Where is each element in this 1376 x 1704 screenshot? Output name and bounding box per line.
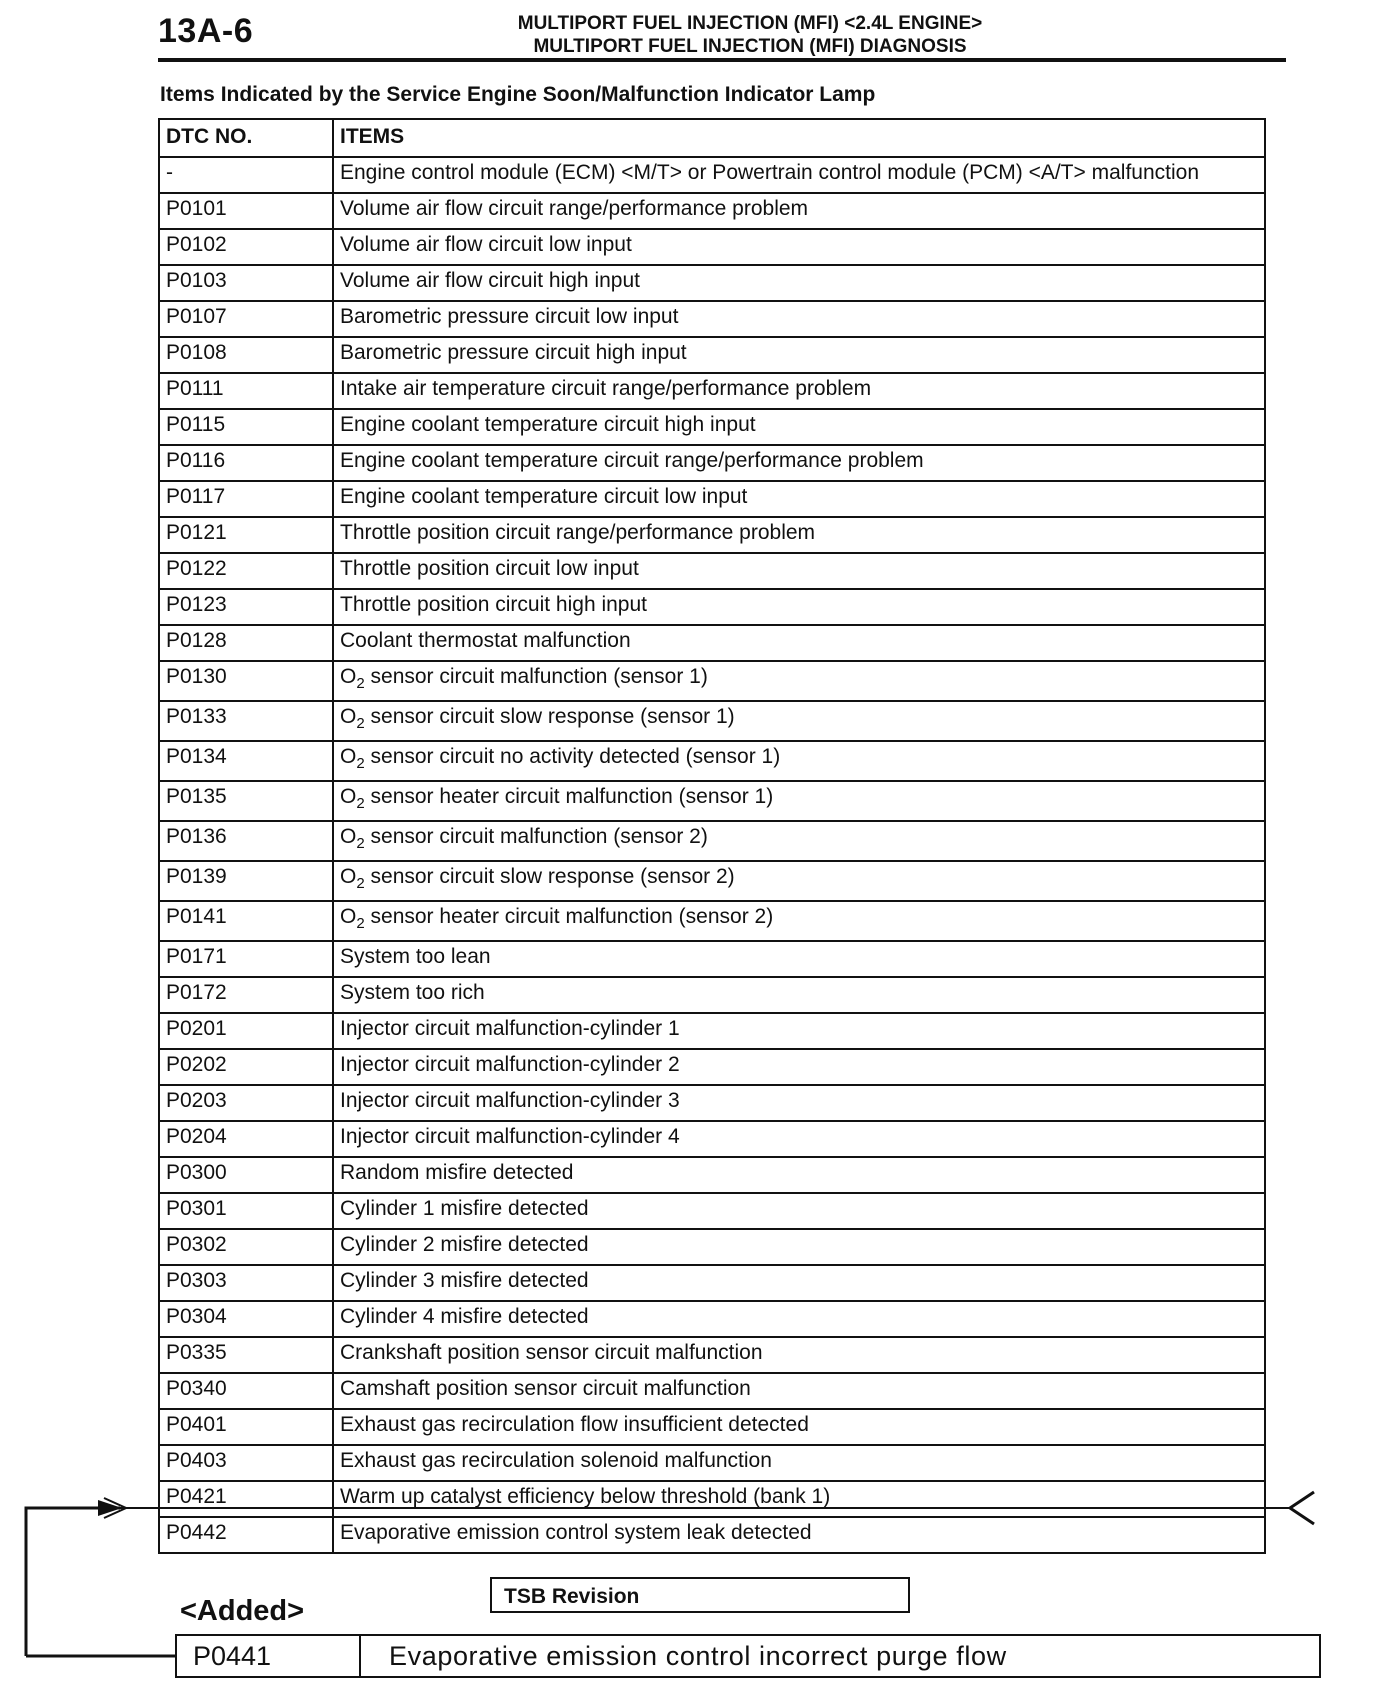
dtc-code: P0107 xyxy=(159,301,333,337)
page-number: 13A-6 xyxy=(158,12,254,50)
dtc-item: Cylinder 1 misfire detected xyxy=(333,1193,1265,1229)
dtc-item: System too lean xyxy=(333,941,1265,977)
dtc-item: Coolant thermostat malfunction xyxy=(333,625,1265,661)
dtc-item: System too rich xyxy=(333,977,1265,1013)
dtc-code: P0101 xyxy=(159,193,333,229)
dtc-code: P0442 xyxy=(159,1517,333,1553)
dtc-item: $O_2$ sensor heater circuit malfunction (sensor 2) xyxy=(333,901,1265,941)
dtc-item: Volume air flow circuit low input xyxy=(333,229,1265,265)
dtc-code: P0130 xyxy=(159,661,333,701)
dtc-code: P0302 xyxy=(159,1229,333,1265)
dtc-code: P0203 xyxy=(159,1085,333,1121)
dtc-code: P0171 xyxy=(159,941,333,977)
dtc-code: P0133 xyxy=(159,701,333,741)
dtc-item: Barometric pressure circuit low input xyxy=(333,301,1265,337)
dtc-item: $O_2$ sensor circuit slow response (sensor 2) xyxy=(333,861,1265,901)
header-title-line2: MULTIPORT FUEL INJECTION (MFI) DIAGNOSIS xyxy=(533,36,967,57)
dtc-item: Injector circuit malfunction-cylinder 2 xyxy=(333,1049,1265,1085)
dtc-code: P0134 xyxy=(159,741,333,781)
insertion-arrow-icon xyxy=(98,1500,122,1516)
added-label: <Added> xyxy=(180,1595,305,1627)
dtc-item: Cylinder 2 misfire detected xyxy=(333,1229,1265,1265)
dtc-item: Intake air temperature circuit range/performance problem xyxy=(333,373,1265,409)
dtc-item: Random misfire detected xyxy=(333,1157,1265,1193)
dtc-item: Cylinder 3 misfire detected xyxy=(333,1265,1265,1301)
dtc-item: Cylinder 4 misfire detected xyxy=(333,1301,1265,1337)
dtc-item: $O_2$ sensor circuit slow response (sensor 1) xyxy=(333,701,1265,741)
dtc-item: Exhaust gas recirculation flow insufficient detected xyxy=(333,1409,1265,1445)
dtc-item: $O_2$ sensor circuit malfunction (sensor 2) xyxy=(333,821,1265,861)
dtc-code: P0202 xyxy=(159,1049,333,1085)
dtc-code: P0139 xyxy=(159,861,333,901)
dtc-item: Engine control module (ECM) <M/T> or Powertrain control module (PCM) <A/T> malfunction xyxy=(333,157,1265,193)
dtc-code: P0117 xyxy=(159,481,333,517)
dtc-code: P0300 xyxy=(159,1157,333,1193)
dtc-item: $O_2$ sensor heater circuit malfunction (sensor 1) xyxy=(333,781,1265,821)
header-items: ITEMS xyxy=(333,119,1265,157)
dtc-code: P0421 xyxy=(159,1481,333,1517)
dtc-item: Injector circuit malfunction-cylinder 3 xyxy=(333,1085,1265,1121)
added-dtc-item: Evaporative emission control incorrect purge flow xyxy=(389,1641,1007,1671)
dtc-item: Volume air flow circuit high input xyxy=(333,265,1265,301)
dtc-code: P0136 xyxy=(159,821,333,861)
dtc-code: P0102 xyxy=(159,229,333,265)
dtc-item: Throttle position circuit low input xyxy=(333,553,1265,589)
insertion-end-chevron-icon xyxy=(1290,1492,1314,1524)
dtc-item: Throttle position circuit range/performance problem xyxy=(333,517,1265,553)
dtc-item: Throttle position circuit high input xyxy=(333,589,1265,625)
header-title-line1: MULTIPORT FUEL INJECTION (MFI) <2.4L ENGINE> xyxy=(517,13,983,34)
dtc-code: P0116 xyxy=(159,445,333,481)
dtc-item: $O_2$ sensor circuit no activity detected (sensor 1) xyxy=(333,741,1265,781)
dtc-code: P0123 xyxy=(159,589,333,625)
dtc-item: Engine coolant temperature circuit low input xyxy=(333,481,1265,517)
dtc-code: P0401 xyxy=(159,1409,333,1445)
dtc-item: Crankshaft position sensor circuit malfunction xyxy=(333,1337,1265,1373)
dtc-code: P0108 xyxy=(159,337,333,373)
dtc-item: Injector circuit malfunction-cylinder 1 xyxy=(333,1013,1265,1049)
dtc-code: P0103 xyxy=(159,265,333,301)
dtc-code: - xyxy=(159,157,333,193)
dtc-code: P0135 xyxy=(159,781,333,821)
dtc-code: P0201 xyxy=(159,1013,333,1049)
dtc-code: P0335 xyxy=(159,1337,333,1373)
dtc-item: Volume air flow circuit range/performance problem xyxy=(333,193,1265,229)
dtc-item: Engine coolant temperature circuit range/performance problem xyxy=(333,445,1265,481)
dtc-item: Injector circuit malfunction-cylinder 4 xyxy=(333,1121,1265,1157)
dtc-code: P0303 xyxy=(159,1265,333,1301)
dtc-item: Warm up catalyst efficiency below threshold (bank 1) xyxy=(333,1481,1265,1517)
connector-line xyxy=(26,1508,120,1656)
dtc-code: P0204 xyxy=(159,1121,333,1157)
dtc-item: Evaporative emission control system leak detected xyxy=(333,1517,1265,1553)
dtc-code: P0122 xyxy=(159,553,333,589)
dtc-code: P0301 xyxy=(159,1193,333,1229)
dtc-item: Exhaust gas recirculation solenoid malfunction xyxy=(333,1445,1265,1481)
dtc-code: P0141 xyxy=(159,901,333,941)
dtc-item: Engine coolant temperature circuit high input xyxy=(333,409,1265,445)
dtc-code: P0403 xyxy=(159,1445,333,1481)
dtc-code: P0111 xyxy=(159,373,333,409)
dtc-code: P0340 xyxy=(159,1373,333,1409)
header-dtc-no: DTC NO. xyxy=(159,119,333,157)
dtc-code: P0304 xyxy=(159,1301,333,1337)
tsb-revision-box: TSB Revision xyxy=(490,1577,910,1613)
dtc-item: Barometric pressure circuit high input xyxy=(333,337,1265,373)
dtc-item: Camshaft position sensor circuit malfunction xyxy=(333,1373,1265,1409)
dtc-code: P0115 xyxy=(159,409,333,445)
dtc-code: P0128 xyxy=(159,625,333,661)
added-dtc-code: P0441 xyxy=(177,1636,361,1676)
dtc-code: P0121 xyxy=(159,517,333,553)
dtc-item: $O_2$ sensor circuit malfunction (sensor 1) xyxy=(333,661,1265,701)
dtc-code: P0172 xyxy=(159,977,333,1013)
section-heading: Items Indicated by the Service Engine Soon/Malfunction Indicator Lamp xyxy=(160,83,876,106)
